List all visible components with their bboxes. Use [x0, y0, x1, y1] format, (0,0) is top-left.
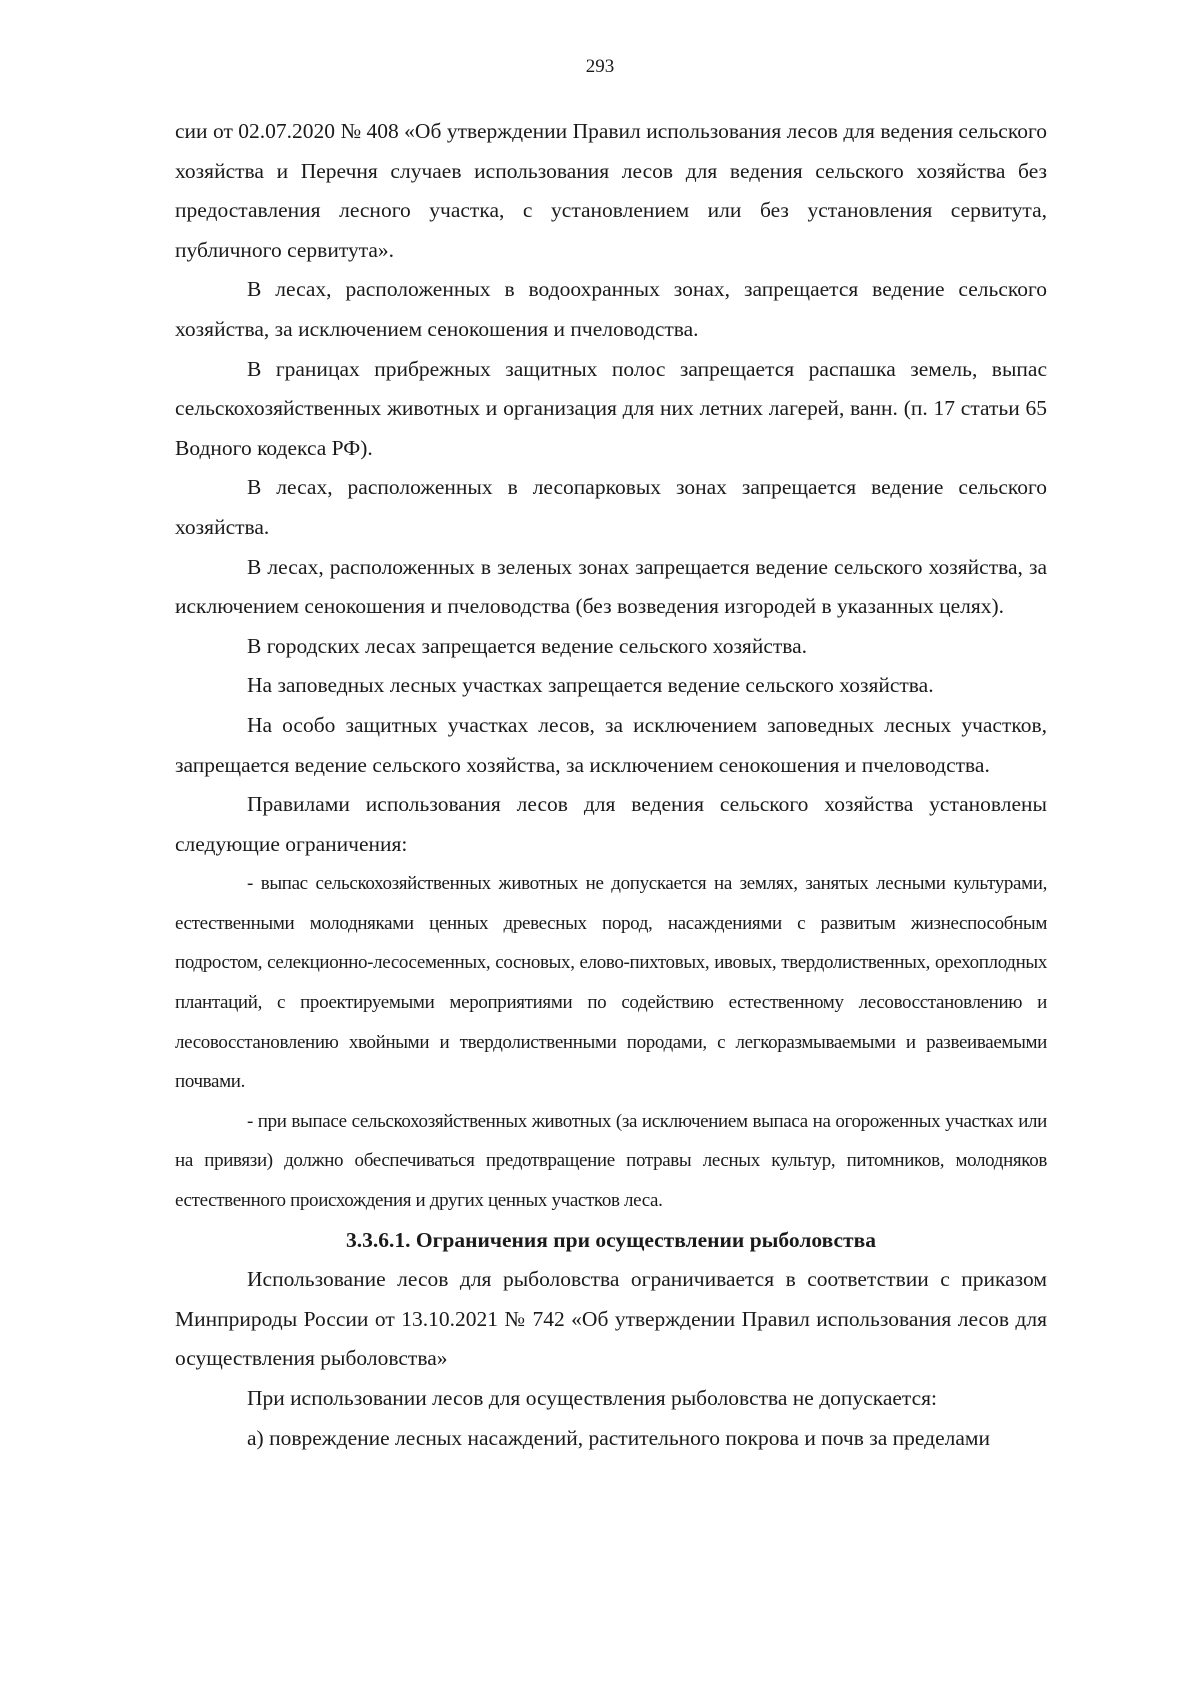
list-item-grazing-restriction: - выпас сельскохозяйственных животных не допускается на землях, занятых лесными культурами, естественными молодняками ценных древесных пород, насаждениями с развитым жизнеспособным подростом, селекционно-лесосеменных, сосновых, елово-пихтовых, ивовых, твердолиственных, орехоплодных плантаций, с проектируемыми мероприятиями по содействию естественному лесовосстановлению и лесовосстановлению хвойными и твердолиственными породами, с легкоразмываемыми и развеиваемыми почвами. — [175, 873, 1047, 1093]
list-item-grazing-prevention: - при выпасе сельскохозяйственных животных (за исключением выпаса на огороженных участках или на привязи) должно обеспечиваться предотвращение потравы лесных культур, питомников, молодняков естественного происхождения и других ценных участков леса. — [175, 1110, 1047, 1212]
paragraph-continuation: сии от 02.07.2020 № 408 «Об утверждении Правил использования лесов для ведения сельского хозяйства и Перечня случаев использования лесов для ведения сельского хозяйства без предоставления лесного участка, с установлением или без установления сервитута, публичного сервитута». — [175, 119, 1047, 262]
page-body — [175, 112, 1047, 1458]
paragraph-coastal-strips: В границах прибрежных защитных полос запрещается распашка земель, выпас сельскохозяйственных животных и организация для них летних лагерей, ванн. (п. 17 статьи 65 Водного кодекса РФ). — [175, 356, 1047, 460]
paragraph-water-protection-zones: В лесах, расположенных в водоохранных зонах, запрещается ведение сельского хозяйства, за исключением сенокошения и пчеловодства. — [175, 277, 1047, 341]
list-item-damage: а) повреждение лесных насаждений, растительного покрова и почв за пределами — [247, 1425, 991, 1450]
paragraph-rules-intro: Правилами использования лесов для ведения сельского хозяйства установлены следующие ограничения: — [175, 792, 1047, 856]
section-heading: 3.3.6.1. Ограничения при осуществлении рыболовства — [346, 1227, 876, 1252]
paragraph-fishing-order: Использование лесов для рыболовства ограничивается в соответствии с приказом Минприроды России от 13.10.2021 № 742 «Об утверждении Правил использования лесов для осуществления рыболовства» — [175, 1267, 1047, 1371]
paragraph-green-zones: В лесах, расположенных в зеленых зонах запрещается ведение сельского хозяйства, за исключением сенокошения и пчеловодства (без возведения изгородей в указанных целях). — [175, 554, 1047, 619]
paragraph-protected-plots: На особо защитных участках лесов, за исключением заповедных лесных участков, запрещается ведение сельского хозяйства, за исключением сенокошения и пчеловодства. — [175, 712, 1047, 777]
paragraph-forest-park-zones: В лесах, расположенных в лесопарковых зонах запрещается ведение сельского хозяйства. — [175, 475, 1047, 539]
paragraph-reserved-plots: На заповедных лесных участках запрещается ведение сельского хозяйства. — [247, 673, 934, 698]
page-number: 293 — [585, 56, 615, 77]
paragraph-urban-forests: В городских лесах запрещается ведение сельского хозяйства. — [247, 633, 808, 658]
paragraph-fishing-not-allowed: При использовании лесов для осуществления рыболовства не допускается: — [247, 1386, 937, 1410]
